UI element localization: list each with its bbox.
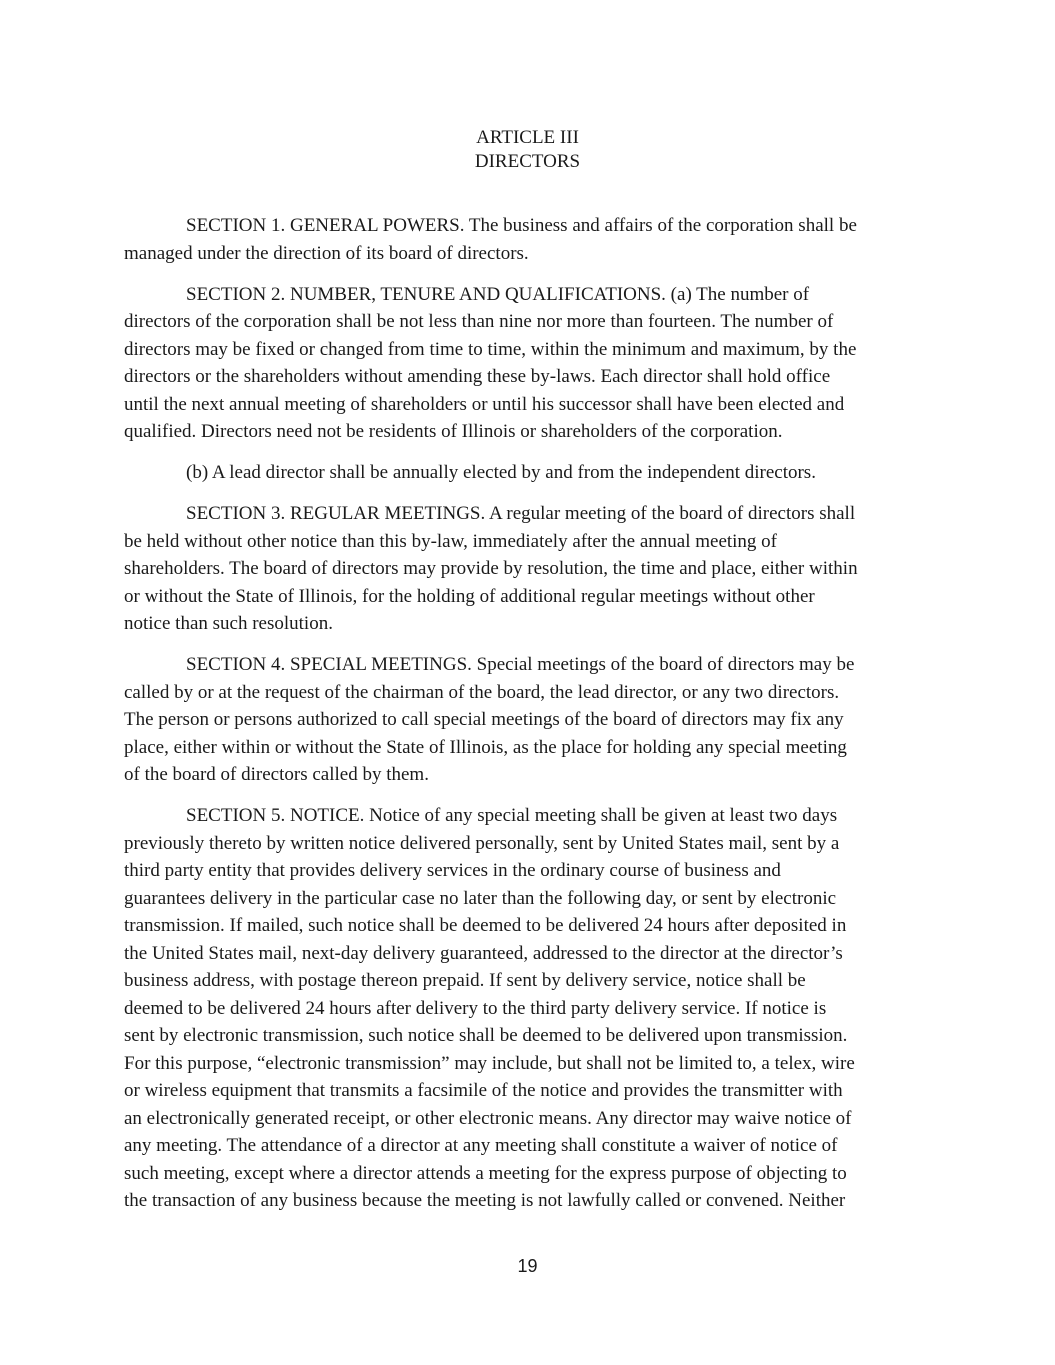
paragraph-line: directors or the shareholders without amending these by-laws. Each director shall hold office bbox=[124, 366, 831, 387]
paragraph-line: deemed to be delivered 24 hours after delivery to the third party delivery service. If notice is bbox=[124, 997, 827, 1019]
paragraph-line: SECTION 1. GENERAL POWERS. The business and affairs of the corporation shall be bbox=[186, 215, 857, 236]
section-paragraph bbox=[124, 500, 934, 638]
paragraph-line: third party entity that provides delivery services in the ordinary course of business and bbox=[124, 860, 781, 881]
paragraph-line: (b) A lead director shall be annually elected by and from the independent directors. bbox=[186, 462, 816, 483]
paragraph-line: previously thereto by written notice delivered personally, sent by United States mail, sent by a bbox=[124, 832, 840, 854]
paragraph-line: notice than such resolution. bbox=[124, 613, 333, 634]
paragraph-line: guarantees delivery in the particular case no later than the following day, or sent by electronic bbox=[124, 887, 837, 909]
paragraph-line: the United States mail, next-day delivery guaranteed, addressed to the director at the director’s bbox=[124, 942, 843, 964]
paragraph-line: until the next annual meeting of shareholders or until his successor shall have been elected and bbox=[124, 393, 845, 415]
paragraph-line: place, either within or without the State of Illinois, as the place for holding any special meeting bbox=[124, 736, 847, 758]
paragraph-line: of the board of directors called by them. bbox=[124, 764, 429, 785]
paragraph-line: called by or at the request of the chairman of the board, the lead director, or any two directors. bbox=[124, 681, 840, 703]
article-body bbox=[124, 212, 934, 1228]
section-paragraph bbox=[124, 802, 934, 1215]
paragraph-line: SECTION 2. NUMBER, TENURE AND QUALIFICATIONS. (a) The number of bbox=[186, 283, 810, 305]
article-title: DIRECTORS bbox=[474, 151, 581, 172]
paragraph-line: The person or persons authorized to call special meetings of the board of directors may fix any bbox=[124, 709, 844, 730]
section-paragraph bbox=[124, 459, 934, 487]
section-paragraph bbox=[124, 212, 934, 267]
paragraph-line: be held without other notice than this by-law, immediately after the annual meeting of bbox=[124, 530, 778, 552]
paragraph-line: directors may be fixed or changed from time to time, within the minimum and maximum, by the bbox=[124, 338, 857, 360]
paragraph-line: For this purpose, “electronic transmission” may include, but shall not be limited to, a telex, wire bbox=[124, 1052, 855, 1074]
paragraph-line: SECTION 5. NOTICE. Notice of any special meeting shall be given at least two days bbox=[186, 805, 838, 826]
paragraph-line: SECTION 4. SPECIAL MEETINGS. Special meetings of the board of directors may be bbox=[186, 654, 855, 675]
section-paragraph bbox=[124, 651, 934, 789]
paragraph-line: such meeting, except where a director attends a meeting for the express purpose of objecting to bbox=[124, 1162, 847, 1184]
paragraph-line: or wireless equipment that transmits a facsimile of the notice and provides the transmitter with bbox=[124, 1080, 843, 1101]
section-paragraph bbox=[124, 281, 934, 446]
paragraph-line: sent by electronic transmission, such notice shall be deemed to be delivered upon transmission. bbox=[124, 1025, 848, 1046]
paragraph-line: any meeting. The attendance of a director at any meeting shall constitute a waiver of notice of bbox=[124, 1135, 838, 1156]
paragraph-line: the transaction of any business because the meeting is not lawfully called or convened. Neither bbox=[124, 1190, 846, 1211]
page-number: 19 bbox=[517, 1256, 538, 1276]
paragraph-line: transmission. If mailed, such notice shall be deemed to be delivered 24 hours after deposited in bbox=[124, 915, 847, 936]
article-number: ARTICLE III bbox=[476, 127, 579, 148]
paragraph-line: business address, with postage thereon prepaid. If sent by delivery service, notice shall be bbox=[124, 970, 806, 991]
paragraph-line: directors of the corporation shall be not less than nine nor more than fourteen. The number of bbox=[124, 311, 834, 332]
paragraph-line: an electronically generated receipt, or other electronic means. Any director may waive notice of bbox=[124, 1107, 852, 1129]
paragraph-line: shareholders. The board of directors may provide by resolution, the time and place, either within bbox=[124, 558, 858, 579]
paragraph-line: qualified. Directors need not be residents of Illinois or shareholders of the corporation. bbox=[124, 421, 783, 442]
paragraph-line: SECTION 3. REGULAR MEETINGS. A regular meeting of the board of directors shall bbox=[186, 503, 856, 524]
paragraph-line: or without the State of Illinois, for the holding of additional regular meetings without other bbox=[124, 585, 815, 607]
paragraph-line: managed under the direction of its board of directors. bbox=[124, 242, 529, 264]
